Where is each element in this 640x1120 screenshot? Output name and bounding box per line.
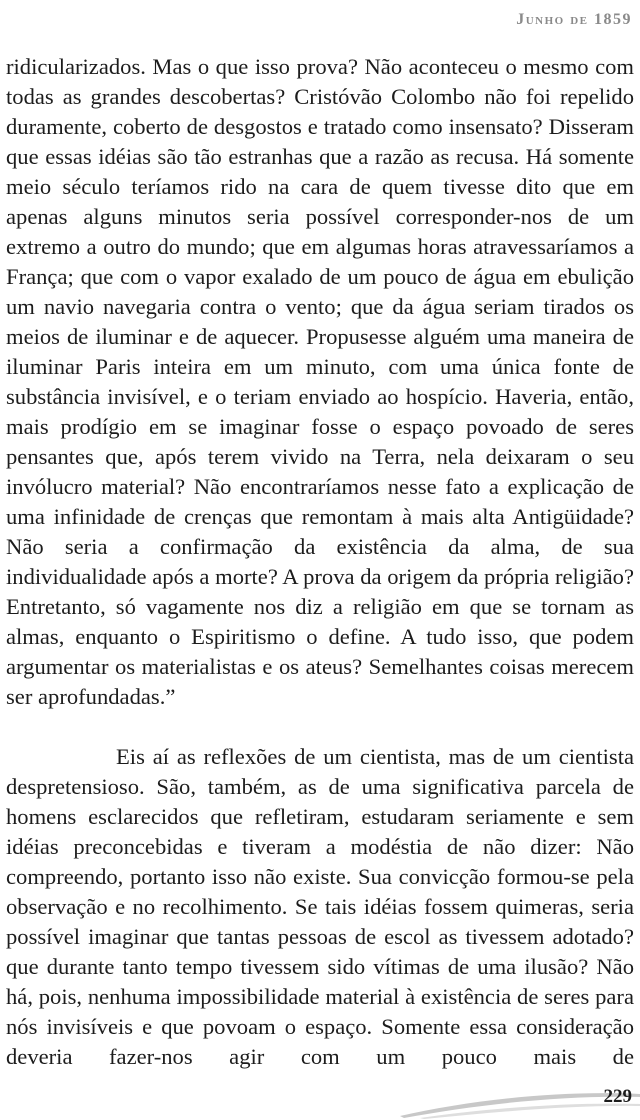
paragraph: ridicularizados. Mas o que isso prova? Não aconteceu o mesmo com todas as grandes descobertas? Cristóvão Colombo não foi repelido duramente, coberto de desgostos e tratado como insensato? Disseram que essas idéias são tão estranhas que a razão as recusa. Há somente meio século teríamos rido na cara de quem tivesse dito que em apenas alguns minutos seria possível corresponder-nos de um extremo a outro do mundo; que em algumas horas atravessaríamos a França; que com o vapor exalado de um pouco de água em ebulição um navio navegaria contra o vento; que da água seriam tirados os meios de iluminar e de aquecer. Propusesse alguém uma maneira de iluminar Paris inteira em um minuto, com uma única fonte de substância invisível, e o teriam enviado ao hospício. Haveria, então, mais prodígio em se imaginar fosse o espaço povoado de seres pensantes que, após terem vivido na Terra, nela deixaram o seu invólucro material? Não encontraríamos nesse fato a explicação de uma infinidade de crenças que remontam à mais alta Antigüidade? Não seria a confirmação da existência da alma, de sua individualidade após a morte? A prova da origem da própria religião? Entretanto, só vagamente nos diz a religião em que se tornam as almas, enquanto o Espiritismo o define. A tudo isso, que podem argumentar os materialistas e os ateus? Semelhantes coisas merecem ser aprofundadas.” <box>6 54 634 709</box>
running-header: Junho de 1859 <box>516 11 632 28</box>
footer-swoosh-ornament <box>0 1070 640 1120</box>
paragraph: Eis aí as reflexões de um cientista, mas de um cientista despretensioso. São, também, as de uma significativa parcela de homens esclarecidos que refletiram, estudaram seriamente e sem idéias preconcebidas e tiveram a modéstia de não dizer: Não compreendo, portanto isso não existe. Sua convicção formou-se pela observação e no recolhimento. Se tais idéias fossem quimeras, seria possível imaginar que tantas pessoas de escol as tivessem adotado? que durante tanto tempo tivessem sido vítimas de uma ilusão? Não há, pois, nenhuma impossibilidade material à existência de seres para nós invisíveis e que povoam o espaço. Somente essa consideração deveria fazer-nos agir com um pouco mais de <box>6 744 634 1069</box>
body-text <box>6 52 634 1072</box>
page-number: 229 <box>603 1086 632 1107</box>
